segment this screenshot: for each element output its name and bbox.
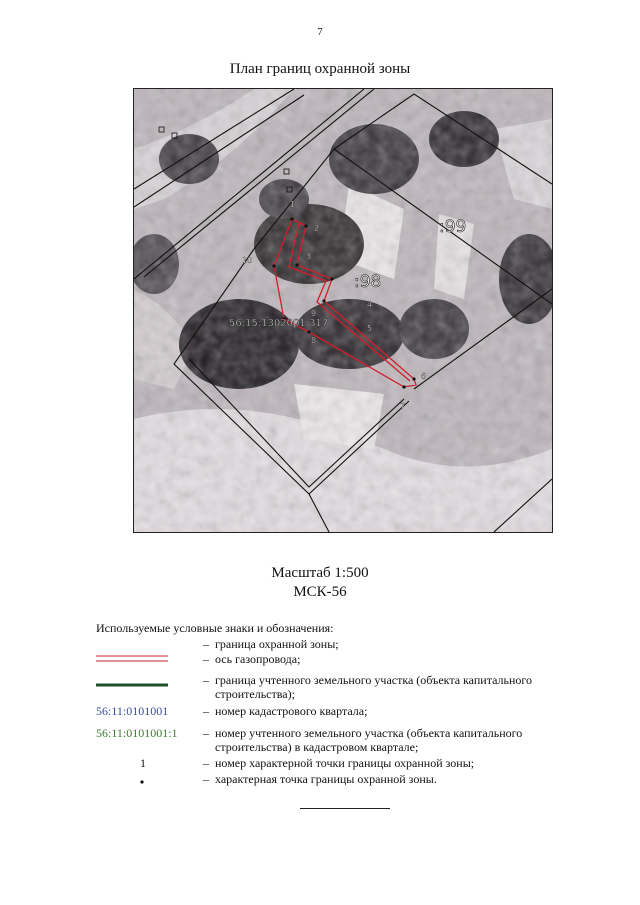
- point-number-3: 3: [306, 252, 312, 261]
- legend-text: ось газопровода;: [215, 652, 301, 666]
- legend-dash: –: [203, 704, 209, 718]
- coordinate-system-label: МСК-56: [293, 584, 347, 600]
- dark-green-line-symbol: [96, 682, 196, 688]
- scale-label: Масштаб 1:500: [271, 565, 369, 581]
- legend-symbol-quarter: 56:11:0101001: [96, 704, 169, 718]
- legend-text: номер учтенного земельного участка (объекта капитального строительства) в кадастровом квартале;: [215, 726, 523, 754]
- point-number-1: 1: [290, 200, 296, 209]
- point-number-10: 10: [242, 256, 253, 265]
- point-number-5: 5: [367, 324, 373, 333]
- legend-text: номер кадастрового квартала;: [215, 704, 368, 718]
- parcel-label-98: :98: [354, 272, 382, 292]
- point-number-7: 7: [400, 402, 406, 411]
- legend-dash: –: [203, 673, 209, 687]
- point-number-9: 9: [311, 309, 317, 318]
- footer-divider: [300, 808, 390, 809]
- legend-dash: –: [203, 772, 209, 786]
- parcel-label-99: :99: [439, 217, 467, 237]
- point-number-8: 8: [311, 336, 317, 345]
- point-number-2: 2: [314, 224, 320, 233]
- legend-dash: –: [203, 756, 209, 770]
- legend-text: граница учтенного земельного участка (объекта капитального строительства);: [215, 673, 533, 701]
- legend-dash: –: [203, 652, 209, 666]
- dot-symbol: [96, 772, 196, 786]
- legend-dash: –: [203, 726, 209, 740]
- legend-text: характерная точка границы охранной зоны.: [215, 772, 437, 786]
- legend-symbol-point-number: 1: [140, 756, 146, 770]
- red-double-line-symbol: [96, 654, 196, 664]
- point-number-6: 6: [421, 372, 427, 381]
- legend-symbol-parcel: 56:11:0101001:1: [96, 726, 178, 740]
- point-number-4: 4: [367, 300, 373, 309]
- page-number: 7: [317, 26, 323, 38]
- legend-title: Используемые условные знаки и обозначения:: [96, 621, 334, 635]
- aerial-map: [133, 88, 553, 533]
- page-title: План границ охранной зоны: [229, 61, 411, 77]
- legend-text: номер характерной точки границы охранной зоны;: [215, 756, 475, 770]
- parcel-id-label: 56:15:1302001:317: [229, 318, 329, 329]
- legend-text: граница охранной зоны;: [215, 637, 339, 651]
- legend-dash: –: [203, 637, 209, 651]
